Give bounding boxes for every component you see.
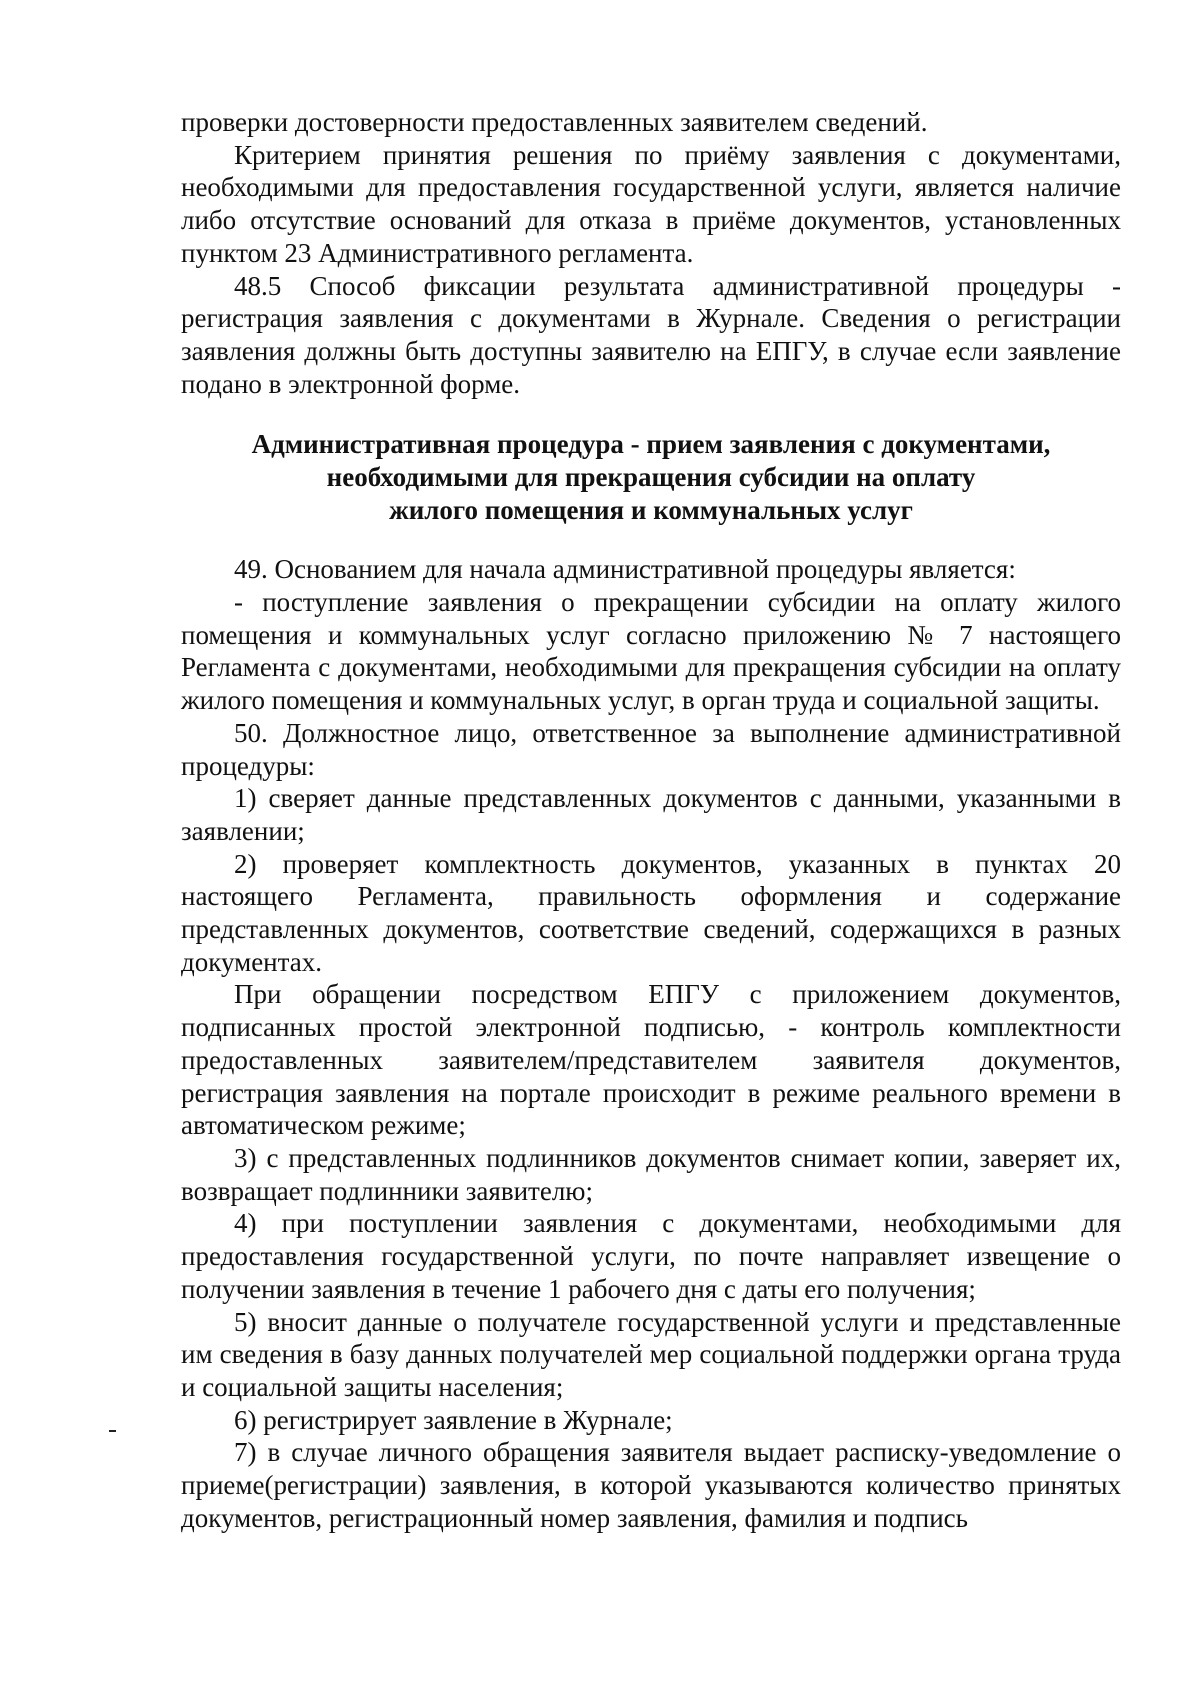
section-heading [181,428,1121,527]
paragraph-verification-end: проверки достоверности предоставленных заявителем сведений. [181,107,928,137]
paragraph-49: 49. Основанием для начала административной процедуры является: [234,554,1016,585]
paragraph-50: 50. Должностное лицо, ответственное за выполнение административной процедуры: [181,717,1121,781]
paragraph-49-item: - поступление заявления о прекращении субсидии на оплату жилого помещения и коммунальных услуг согласно приложению № 7 настоящего Регламента с документами, необходимыми для прекращения субсидии на оплату жилого помещения и коммунальных услуг, в орган труда и социальной защиты. [181,587,1121,716]
section-heading-line-2: необходимыми для прекращения субсидии на оплату [326,462,976,493]
list-item-4: 4) при поступлении заявления с документами, необходимыми для предоставления государственной услуги, по почте направляет извещение о получении заявления в течение 1 рабочего дня с даты его получения; [181,1208,1121,1304]
list-item-1: 1) сверяет данные представленных документов с данными, указанными в заявлении; [181,783,1121,846]
list-item-5: 5) вносит данные о получателе государственной услуги и представленные им сведения в базу данных получателей мер социальной поддержки органа труда и социальной защиты населения; [181,1306,1121,1402]
list-item-6: 6) регистрирует заявление в Журнале; [234,1404,673,1435]
scan-mark [109,1430,116,1432]
section-heading-line-1: Административная процедура - прием заявления с документами, [251,429,1051,460]
list-item-7: 7) в случае личного обращения заявителя выдает расписку-уведомление о приеме(регистрации) заявления, в которой указываются количество принятых документов, регистрационный номер заявления, фамилия и подпись [181,1437,1121,1533]
section-heading-line-3: жилого помещения и коммунальных услуг [389,495,913,526]
paragraph-48-5: 48.5 Способ фиксации результата административной процедуры - регистрация заявления с документами в Журнале. Сведения о регистрации заявления должны быть доступны заявителю на ЕПГУ, в случае если заявление подано в электронной форме. [181,270,1121,399]
list-item-2: 2) проверяет комплектность документов, указанных в пунктах 20 настоящего Регламента, правильность оформления и содержание представленных документов, соответствие сведений, содержащихся в разных документах. [181,848,1121,977]
paragraph-decision-criterion: Критерием принятия решения по приёму заявления с документами, необходимыми для предоставления государственной услуги, является наличие либо отсутствие оснований для отказа в приёме документов, установленных пунктом 23 Административного регламента. [181,139,1121,268]
document-body [181,106,1121,1534]
paragraph-epgu: При обращении посредством ЕПГУ с приложением документов, подписанных простой электронной подписью, - контроль комплектности предоставленных заявителем/представителем заявителя документов, регистрация заявления на портале происходит в режиме реального времени в автоматическом режиме; [181,979,1121,1141]
list-item-3: 3) с представленных подлинников документов снимает копии, заверяет их, возвращает подлинники заявителю; [181,1142,1121,1206]
